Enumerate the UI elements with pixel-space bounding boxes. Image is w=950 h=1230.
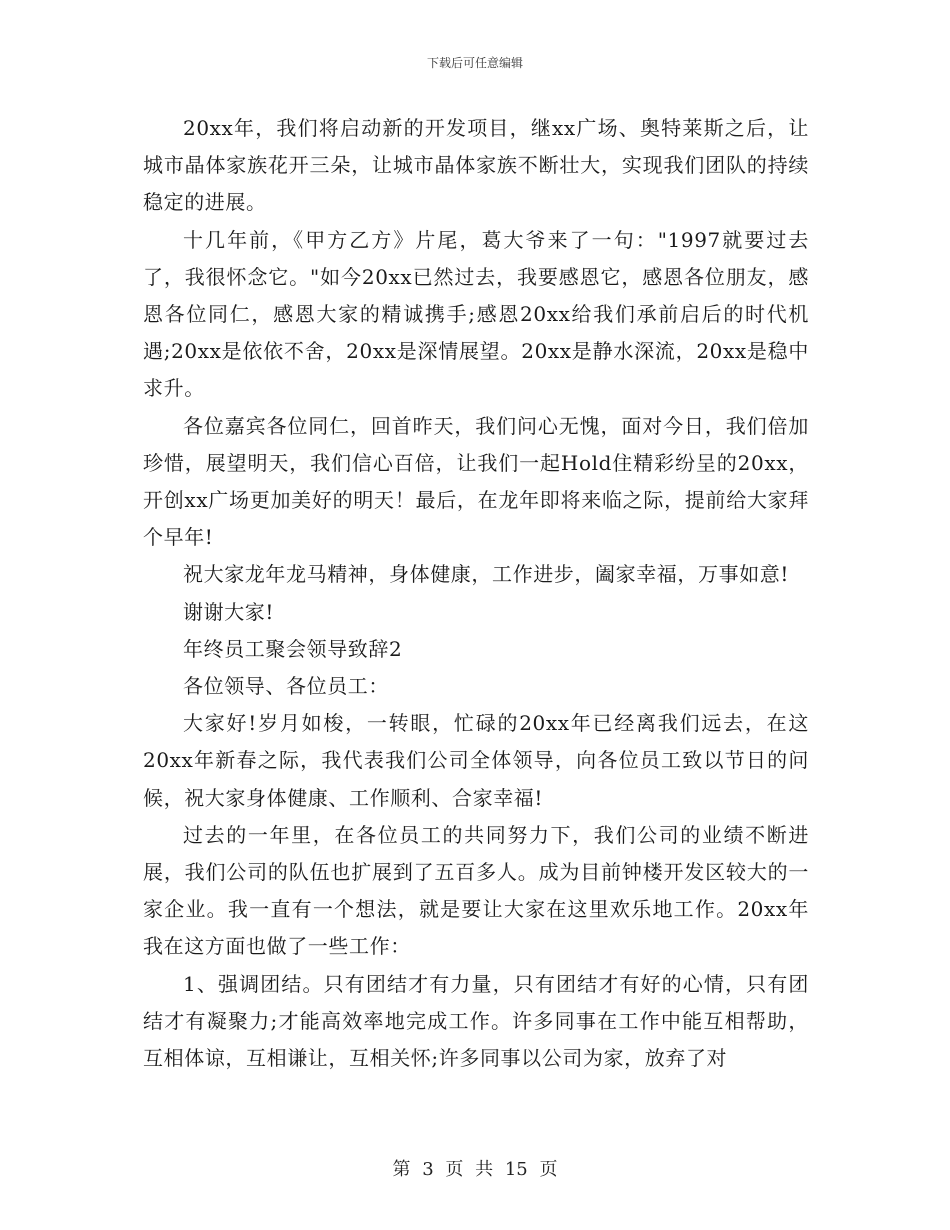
section-title: 年终员工聚会领导致辞2	[183, 636, 403, 661]
document-body	[143, 110, 809, 1077]
salutation: 各位领导、各位员工：	[183, 674, 389, 699]
paragraph: 大家好!岁月如梭，一转眼，忙碌的20xx年已经离我们远去，在这20xx年新春之际，我代表我们公司全体领导，向各位员工致以节日的问候，祝大家身体健康、工作顺利、合家幸福!	[143, 711, 809, 810]
paragraph: 1、强调团结。只有团结才有力量，只有团结才有好的心情，只有团结才有凝聚力;才能高效率地完成工作。许多同事在工作中能互相帮助，互相体谅，互相谦让，互相关怀;许多同事以公司为家，放弃了对	[143, 971, 809, 1071]
paragraph: 祝大家龙年龙马精神，身体健康，工作进步，阖家幸福，万事如意!	[183, 562, 790, 587]
paragraph: 过去的一年里，在各位员工的共同努力下，我们公司的业绩不断进展，我们公司的队伍也扩展到了五百多人。成为目前钟楼开发区较大的一家企业。我一直有一个想法，就是要让大家在这里欢乐地工作。20xx年我在这方面也做了一些工作：	[143, 822, 809, 959]
page-header: 下载后可任意编辑	[426, 56, 523, 70]
paragraph: 十几年前，《甲方乙方》片尾，葛大爷来了一句："1997就要过去了，我很怀念它。"如今20xx已然过去，我要感恩它，感恩各位朋友，感恩各位同仁，感恩大家的精诚携手;感恩20xx给我们承前启后的时代机遇;20xx是依依不舍，20xx是深情展望。20xx是静水深流，20xx是稳中求升。	[143, 227, 809, 401]
page-number-footer: 第 3 页 共 15 页	[392, 1159, 558, 1180]
paragraph: 谢谢大家!	[183, 599, 275, 624]
paragraph: 各位嘉宾各位同仁，回首昨天，我们问心无愧，面对今日，我们倍加珍惜，展望明天，我们信心百倍，让我们一起Hold住精彩纷呈的20xx，开创xx广场更加美好的明天！最后，在龙年即将来临之际，提前给大家拜个早年!	[143, 413, 809, 550]
paragraph: 20xx年，我们将启动新的开发项目，继xx广场、奥特莱斯之后，让城市晶体家族花开三朵，让城市晶体家族不断壮大，实现我们团队的持续稳定的进展。	[143, 116, 809, 215]
